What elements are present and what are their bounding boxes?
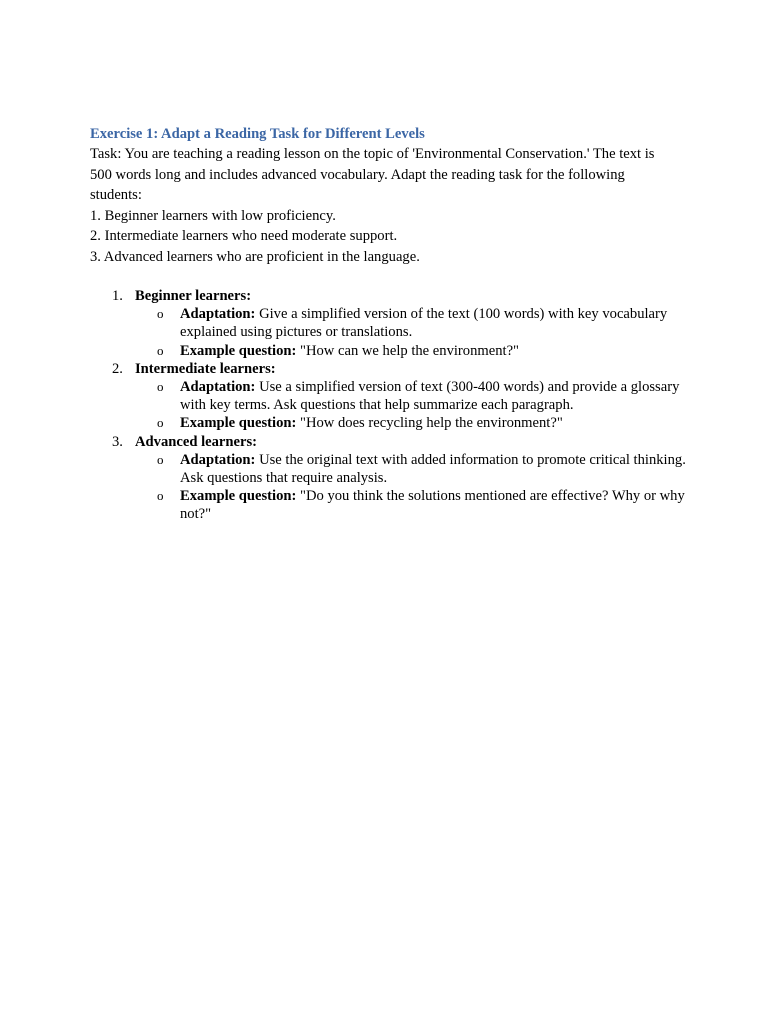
requirement-line: 2. Intermediate learners who need moderate support. bbox=[90, 228, 398, 244]
level-details bbox=[135, 378, 690, 433]
example-question-item bbox=[135, 342, 690, 360]
example-question-text: "Do you think the solutions mentioned are effective? Why or why not?" bbox=[180, 488, 685, 523]
list-number: 2. bbox=[112, 360, 123, 377]
adaptation-label: Adaptation: bbox=[180, 306, 256, 323]
task-line: students: bbox=[90, 187, 142, 203]
example-question-text: "How does recycling help the environment?" bbox=[296, 415, 563, 432]
adaptation-item bbox=[135, 378, 690, 414]
example-question-label: Example question: bbox=[180, 342, 297, 359]
task-line: 500 words long and includes advanced vocabulary. Adapt the reading task for the following bbox=[90, 166, 625, 183]
exercise-title: Exercise 1: Adapt a Reading Task for Different Levels bbox=[90, 126, 425, 142]
adaptation-item bbox=[135, 451, 690, 487]
bullet-icon: o bbox=[157, 306, 164, 322]
level-details bbox=[135, 451, 690, 524]
bullet-icon: o bbox=[157, 342, 164, 358]
level-details bbox=[135, 305, 690, 360]
adaptation-item bbox=[135, 305, 690, 341]
requirement-line: 3. Advanced learners who are proficient in the language. bbox=[90, 248, 420, 265]
bullet-icon: o bbox=[157, 488, 164, 504]
level-item-beginner bbox=[90, 287, 690, 360]
task-line: Task: You are teaching a reading lesson on the topic of 'Environmental Conservation.' The text is bbox=[90, 146, 655, 162]
list-number: 1. bbox=[112, 288, 123, 304]
adaptation-label: Adaptation: bbox=[180, 451, 256, 468]
example-question-text: "How can we help the environment?" bbox=[296, 342, 519, 359]
level-name: Intermediate learners: bbox=[135, 360, 276, 377]
adaptation-text: Use the original text with added information to promote critical thinking. Ask questions that require analysis. bbox=[180, 451, 686, 487]
adaptation-text: Give a simplified version of the text (100 words) with key vocabulary explained using pictures or translations. bbox=[180, 306, 668, 341]
example-question-item bbox=[135, 487, 690, 523]
level-name: Advanced learners: bbox=[135, 433, 258, 450]
example-question-label: Example question: bbox=[180, 415, 297, 432]
requirement-line: 1. Beginner learners with low proficiency. bbox=[90, 207, 336, 224]
example-question-item bbox=[135, 414, 690, 432]
example-question-label: Example question: bbox=[180, 488, 297, 505]
task-description bbox=[90, 144, 690, 267]
adaptation-label: Adaptation: bbox=[180, 379, 256, 396]
bullet-icon: o bbox=[157, 415, 164, 431]
bullet-icon: o bbox=[157, 379, 164, 395]
level-item-advanced bbox=[90, 433, 690, 524]
adaptation-text: Use a simplified version of text (300-400 words) and provide a glossary with key terms. Ask questions that help summarize each paragraph. bbox=[180, 379, 680, 414]
level-item-intermediate bbox=[90, 360, 690, 433]
level-name: Beginner learners: bbox=[135, 288, 252, 304]
bullet-icon: o bbox=[157, 451, 164, 467]
document-page bbox=[90, 124, 690, 524]
list-number: 3. bbox=[112, 433, 123, 450]
levels-list bbox=[90, 287, 690, 524]
